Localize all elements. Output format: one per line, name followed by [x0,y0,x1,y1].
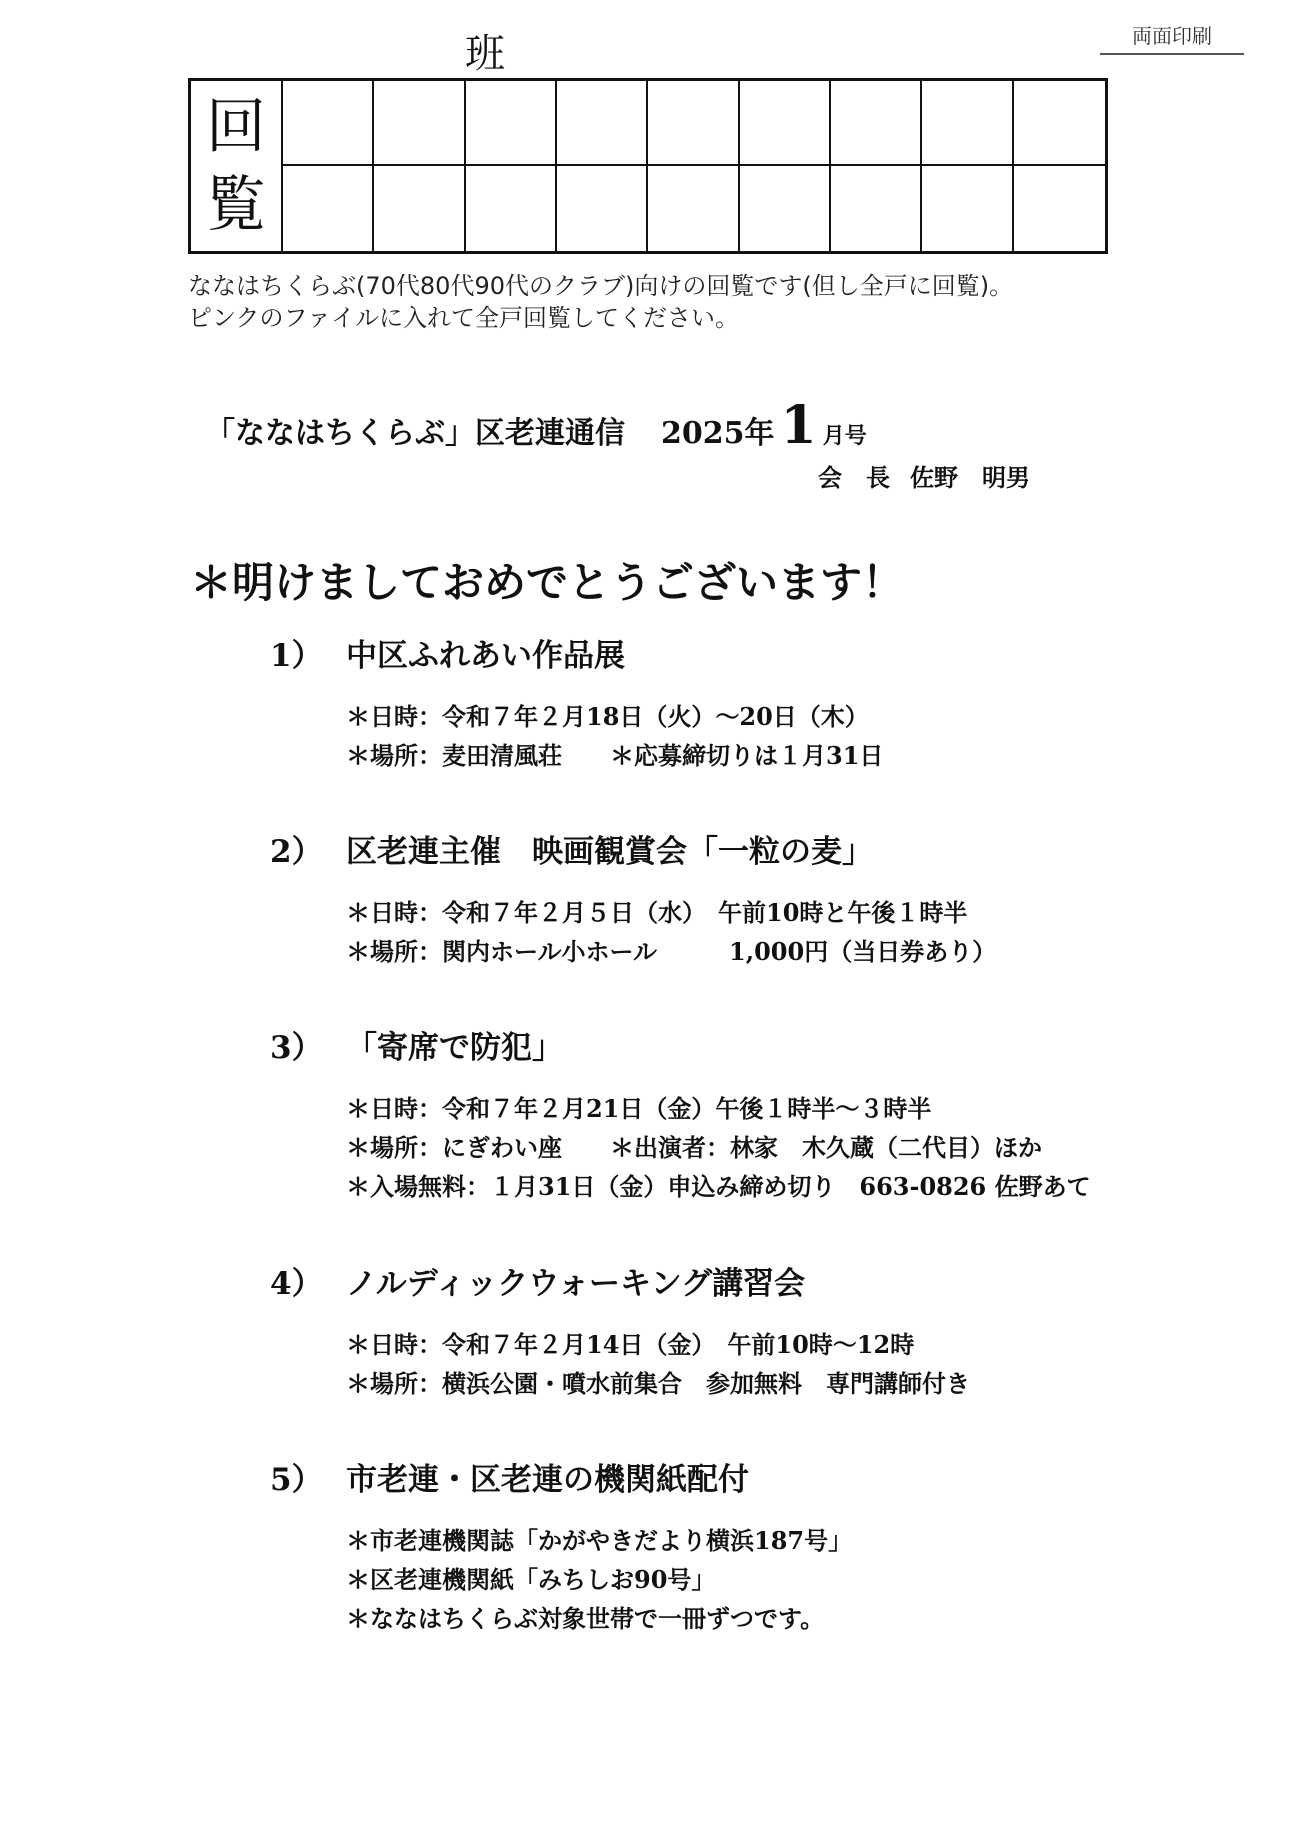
section-detail: ＊日時：令和７年２月21日（金）午後１時半〜３時半 [346,1094,932,1123]
section-heading [270,1258,970,1303]
print-instruction-label: 両面印刷 [1100,20,1244,55]
check-cell [922,81,1013,166]
section-number: 4） [270,1266,323,1302]
check-cell [283,166,374,251]
section-detail: ＊区老連機関紙「みちしお90号」 [346,1565,716,1594]
chair-role: 会 長 [818,463,890,492]
circulation-title-char: 回 [206,92,266,162]
section-detail: ＊場所：麦田清風荘 ＊応募締切りは１月31日 [346,741,884,770]
group-label: 班 [465,31,505,77]
check-cell [1014,166,1105,251]
section-detail: ＊場所：関内ホール小ホール 1,000円（当日券あり） [346,937,997,966]
check-cell [466,166,557,251]
section-number: 5） [270,1462,323,1498]
newsletter-title: 「ななはちくらぶ」区老連通信 [205,416,625,451]
check-cell [466,81,557,166]
newsletter-header [205,395,867,456]
section-heading [270,1022,1091,1067]
check-cell [831,166,922,251]
section-detail: ＊ななはちくらぶ対象世帯で一冊ずつです。 [346,1604,825,1633]
circulation-title [191,81,283,251]
section-detail: ＊日時：令和７年２月14日（金） 午前10時〜12時 [346,1330,915,1359]
circulation-title-char: 覧 [206,170,266,240]
event-section [270,826,996,971]
section-title: 中区ふれあい作品展 [346,638,625,674]
issue-month: 1 [780,395,817,456]
section-detail: ＊入場無料：１月31日（金）申込み締め切り 663-0826 佐野あて [346,1172,1091,1201]
event-section [270,630,883,775]
chair-name: 佐野 明男 [910,463,1030,492]
issue-suffix: 月号 [822,423,867,449]
notice-line: ピンクのファイルに入れて全戸回覧してください。 [188,304,740,332]
circulation-notice [188,270,1013,334]
event-section [270,1454,852,1638]
section-detail: ＊市老連機関誌「かがやきだより横浜187号」 [346,1526,853,1555]
chair-signature [818,458,1050,493]
section-title: 「寄席で防犯」 [346,1030,563,1066]
check-cell [374,166,465,251]
event-section [270,1022,1091,1206]
section-detail: ＊日時：令和７年２月18日（火）〜20日（木） [346,702,869,731]
section-title: ノルディックウォーキング講習会 [346,1266,806,1302]
check-cell [648,166,739,251]
notice-line: ななはちくらぶ(70代80代90代のクラブ)向けの回覧です(但し全戸に回覧)。 [188,272,1014,300]
event-section [270,1258,970,1403]
check-cell [557,81,648,166]
check-cell [283,81,374,166]
section-number: 3） [270,1030,323,1066]
issue-year: 2025年 [661,416,775,451]
check-cell [1014,81,1105,166]
section-heading [270,630,883,675]
check-cell [648,81,739,166]
check-cell [740,81,831,166]
check-cell [831,81,922,166]
circulation-check-table [188,78,1108,254]
section-detail: ＊場所：横浜公園・噴水前集合 参加無料 専門講師付き [346,1369,970,1398]
check-cell [922,166,1013,251]
section-title: 区老連主催 映画観賞会「一粒の麦」 [346,834,873,870]
section-heading [270,826,996,871]
section-number: 2） [270,834,323,870]
section-detail: ＊場所：にぎわい座 ＊出演者：林家 木久蔵（二代目）ほか [346,1133,1042,1162]
new-year-greeting: ＊明けましておめでとうございます！ [190,558,905,607]
check-cell [740,166,831,251]
section-detail: ＊日時：令和７年２月５日（水） 午前10時と午後１時半 [346,898,968,927]
section-title: 市老連・区老連の機関紙配付 [346,1462,749,1498]
section-number: 1） [270,638,323,674]
check-cell [374,81,465,166]
check-cell [557,166,648,251]
section-heading [270,1454,852,1499]
